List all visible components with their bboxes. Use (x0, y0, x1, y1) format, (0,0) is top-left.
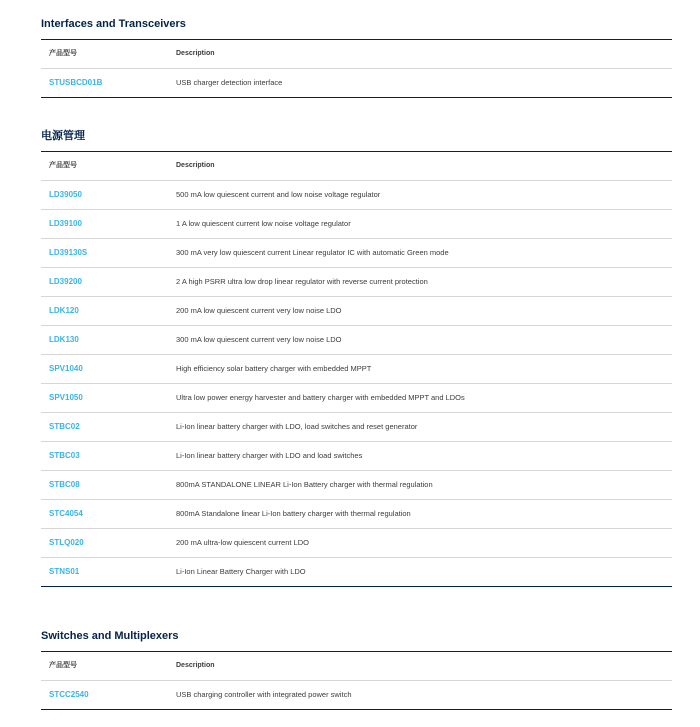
part-number-link[interactable]: LD39130S (49, 248, 88, 257)
part-description: 2 A high PSRR ultra low drop linear regulator with reverse current protection (176, 277, 428, 286)
column-header-part-number: 产品型号 (49, 50, 77, 57)
part-number-link[interactable]: STBC08 (49, 480, 80, 489)
part-description: 800mA Standalone linear Li-Ion battery charger with thermal regulation (176, 509, 411, 518)
part-number-link[interactable]: STLQ020 (49, 538, 84, 547)
part-number-link[interactable]: STBC02 (49, 422, 80, 431)
table-row (41, 470, 672, 499)
part-number-link[interactable]: STUSBCD01B (49, 78, 103, 87)
table-row (41, 209, 672, 238)
part-description: 200 mA ultra-low quiescent current LDO (176, 538, 309, 547)
table-row (41, 412, 672, 441)
part-description: 300 mA low quiescent current very low noise LDO (176, 335, 342, 344)
table-row (41, 680, 672, 709)
table-header-row (41, 652, 672, 680)
part-description: 200 mA low quiescent current very low noise LDO (176, 306, 342, 315)
part-description: USB charger detection interface (176, 78, 283, 87)
table-row (41, 180, 672, 209)
table-row (41, 68, 672, 97)
table-row (41, 238, 672, 267)
column-header-description: Description (176, 50, 215, 57)
part-description: Li-Ion linear battery charger with LDO, load switches and reset generator (176, 422, 418, 431)
section-title: 电源管理 (41, 130, 85, 142)
table-row (41, 528, 672, 557)
table-row (41, 383, 672, 412)
part-number-link[interactable]: LD39100 (49, 219, 82, 228)
column-header-part-number: 产品型号 (49, 662, 77, 669)
table-row (41, 499, 672, 528)
product-table (41, 39, 672, 98)
column-header-part-number: 产品型号 (49, 162, 77, 169)
part-description: USB charging controller with integrated power switch (176, 690, 352, 699)
part-description: 1 A low quiescent current low noise voltage regulator (176, 219, 351, 228)
product-table (41, 151, 672, 587)
part-description: 800mA STANDALONE LINEAR Li-Ion Battery charger with thermal regulation (176, 480, 433, 489)
table-row (41, 296, 672, 325)
part-number-link[interactable]: LD39200 (49, 277, 82, 286)
part-number-link[interactable]: LDK120 (49, 306, 79, 315)
table-row (41, 557, 672, 586)
table-row (41, 267, 672, 296)
table-header-row (41, 40, 672, 68)
part-number-link[interactable]: STCC2540 (49, 690, 89, 699)
part-description: High efficiency solar battery charger with embedded MPPT (176, 364, 372, 373)
part-number-link[interactable]: STNS01 (49, 567, 80, 576)
part-number-link[interactable]: LD39050 (49, 190, 82, 199)
table-row (41, 325, 672, 354)
table-row (41, 441, 672, 470)
part-number-link[interactable]: STC4054 (49, 509, 83, 518)
column-header-description: Description (176, 662, 215, 669)
part-number-link[interactable]: LDK130 (49, 335, 79, 344)
section-title: Switches and Multiplexers (41, 630, 179, 642)
part-description: 300 mA very low quiescent current Linear regulator IC with automatic Green mode (176, 248, 449, 257)
product-table (41, 651, 672, 710)
part-number-link[interactable]: SPV1040 (49, 364, 83, 373)
table-header-row (41, 152, 672, 180)
table-row (41, 354, 672, 383)
part-number-link[interactable]: SPV1050 (49, 393, 83, 402)
column-header-description: Description (176, 162, 215, 169)
section-title: Interfaces and Transceivers (41, 18, 186, 30)
part-number-link[interactable]: STBC03 (49, 451, 80, 460)
part-description: 500 mA low quiescent current and low noise voltage regulator (176, 190, 381, 199)
part-description: Li-Ion Linear Battery Charger with LDO (176, 567, 306, 576)
part-description: Li-Ion linear battery charger with LDO and load switches (176, 451, 363, 460)
part-description: Ultra low power energy harvester and battery charger with embedded MPPT and LDOs (176, 393, 465, 402)
